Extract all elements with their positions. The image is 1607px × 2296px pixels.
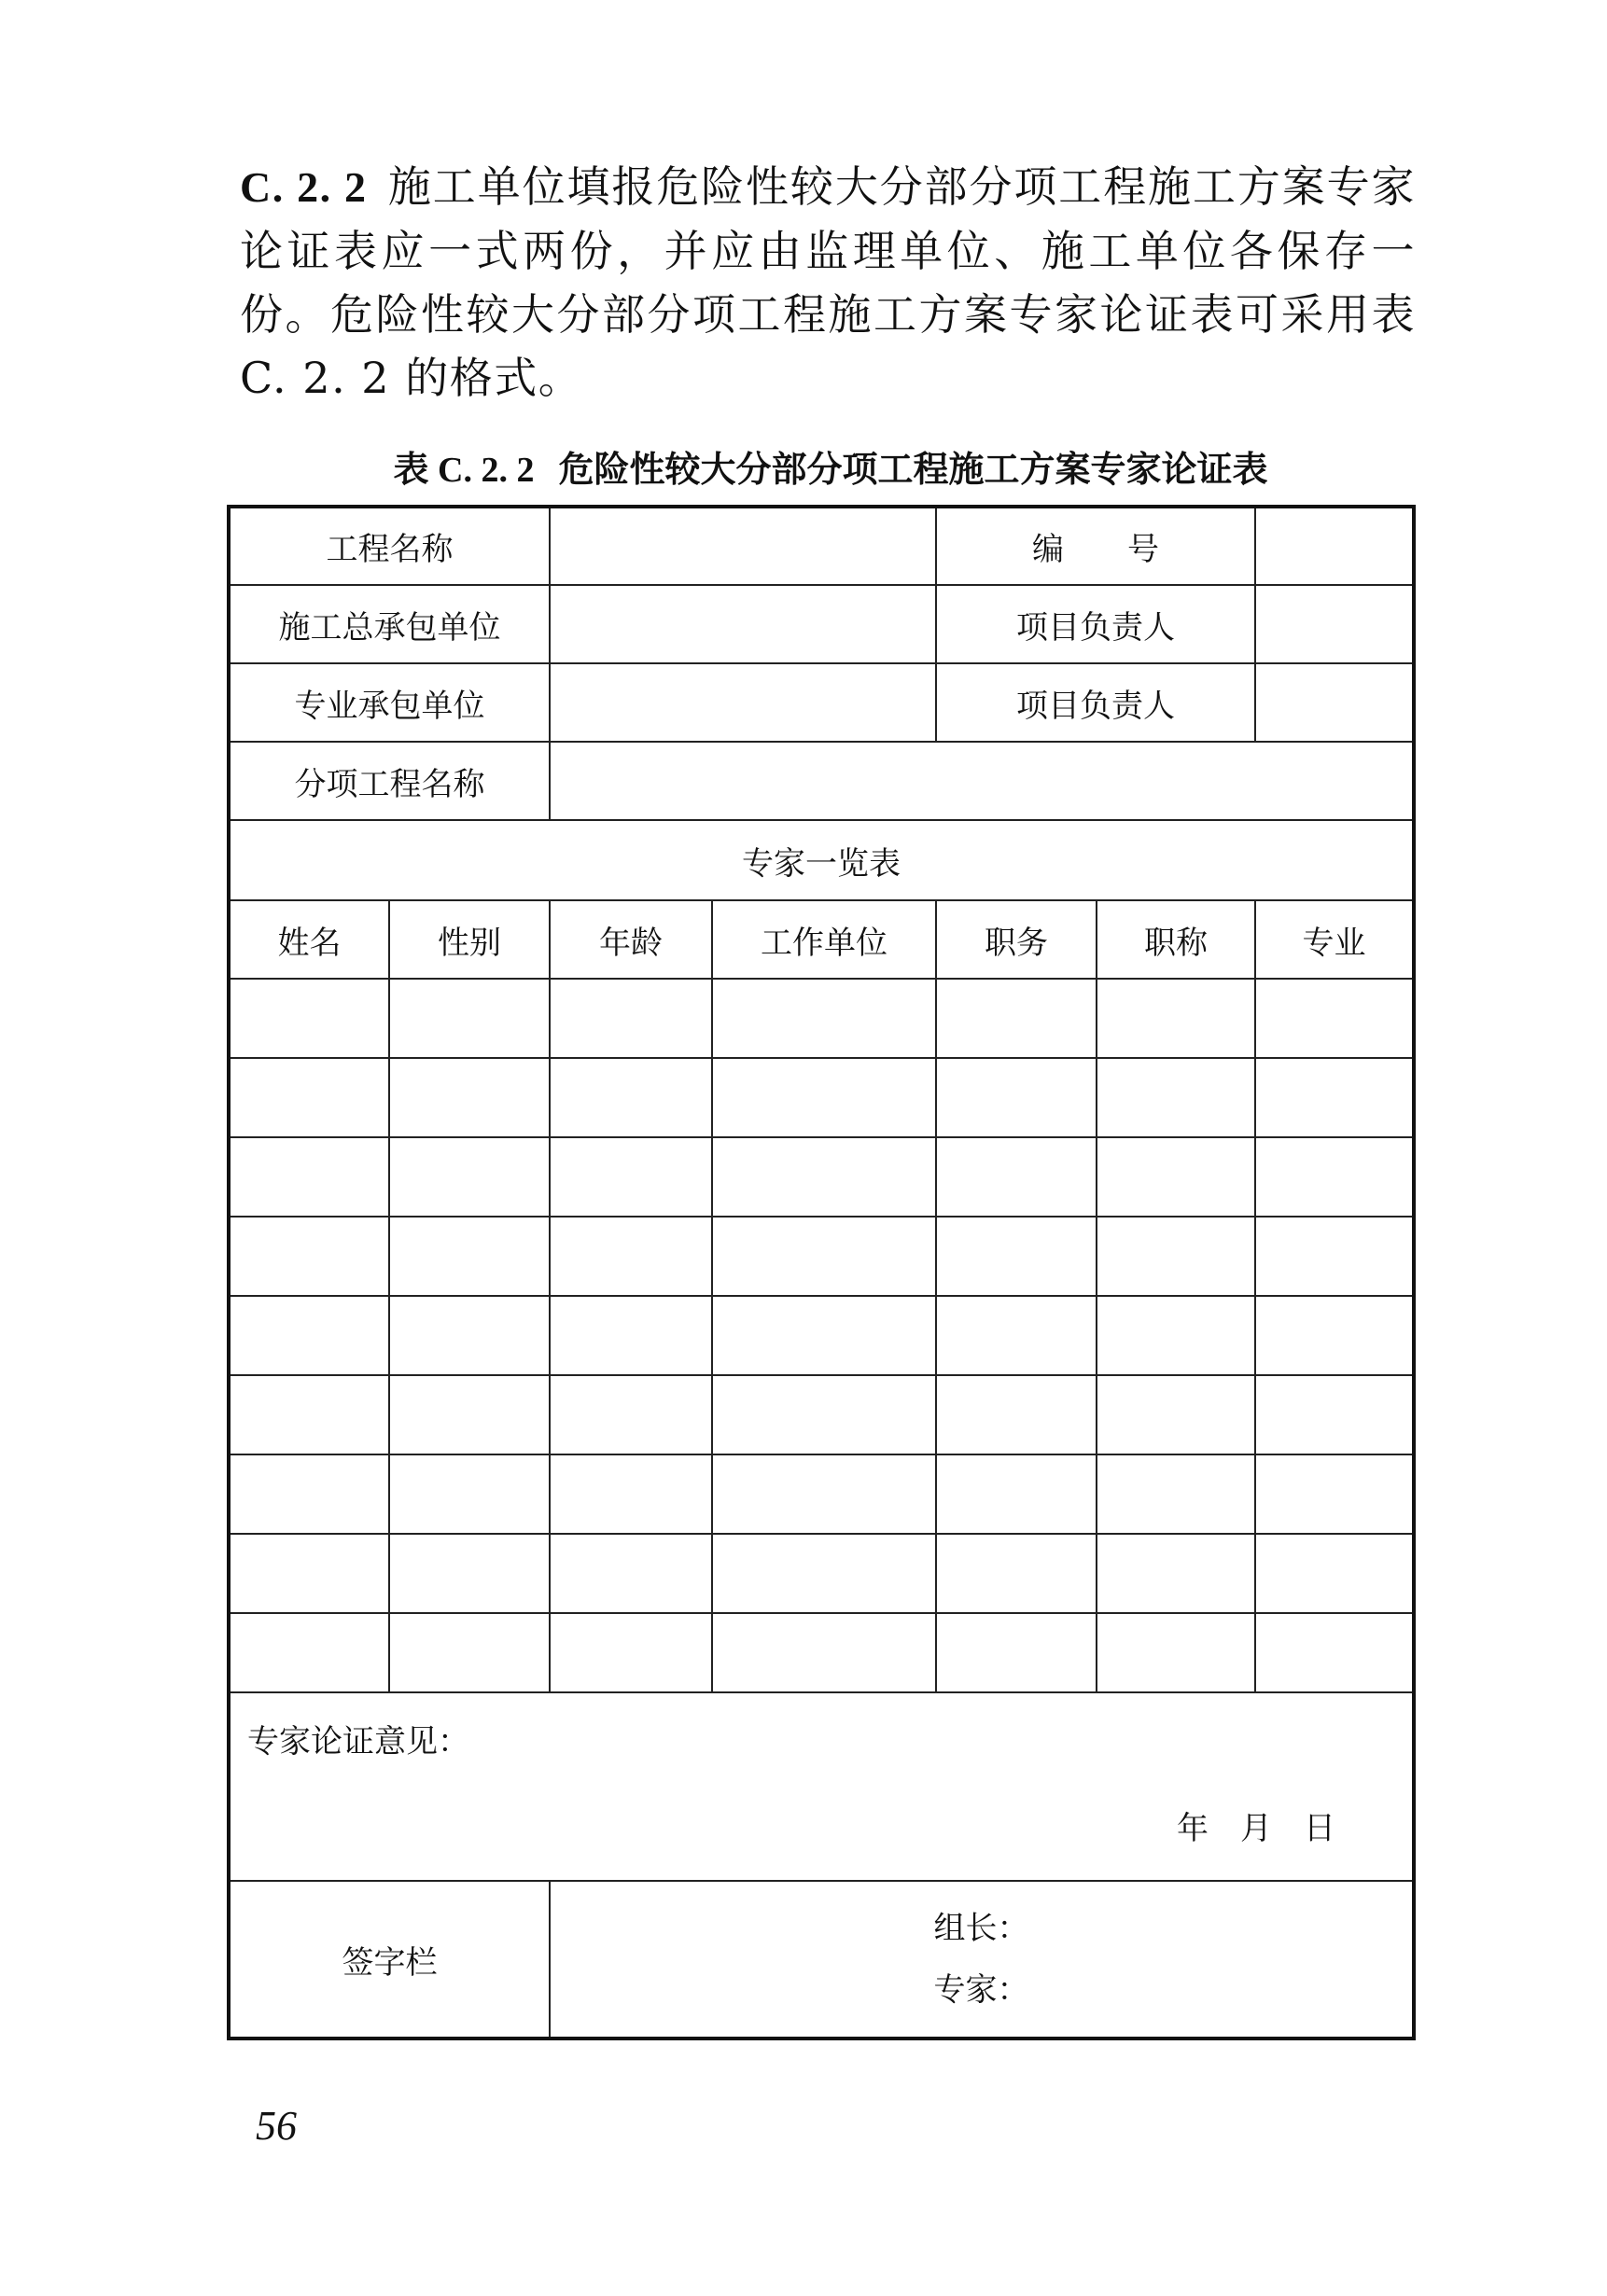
project-manager-cell[interactable] (1255, 585, 1414, 663)
expert-row (229, 979, 1414, 1058)
team-leader-label: 组长： (933, 1910, 1029, 1947)
expert-cell[interactable] (389, 1137, 550, 1217)
expert-row (229, 1137, 1414, 1217)
expert-cell[interactable] (712, 1296, 936, 1375)
expert-row (229, 1375, 1414, 1454)
expert-cell[interactable] (1255, 1454, 1414, 1534)
expert-cell[interactable] (229, 1296, 389, 1375)
project-manager-label-2: 项目负责人 (936, 663, 1255, 742)
expert-cell[interactable] (389, 1375, 550, 1454)
expert-cell[interactable] (712, 1534, 936, 1613)
expert-row (229, 1454, 1414, 1534)
expert-cell[interactable] (1255, 1217, 1414, 1296)
expert-cell[interactable] (389, 979, 550, 1058)
project-manager-cell-2[interactable] (1255, 663, 1414, 742)
expert-row (229, 1217, 1414, 1296)
expert-cell[interactable] (936, 1375, 1097, 1454)
expert-cell[interactable] (229, 1454, 389, 1534)
expert-cell[interactable] (1097, 1613, 1255, 1692)
signature-cell[interactable] (550, 1881, 1414, 2039)
expert-row (229, 1534, 1414, 1613)
expert-cell[interactable] (229, 1534, 389, 1613)
expert-cell[interactable] (229, 1137, 389, 1217)
expert-cell[interactable] (389, 1534, 550, 1613)
expert-list-title-row (229, 820, 1414, 900)
specialty-contractor-row (229, 663, 1414, 742)
expert-cell[interactable] (229, 1375, 389, 1454)
expert-opinion-cell[interactable] (229, 1692, 1414, 1881)
expert-cell[interactable] (936, 1534, 1097, 1613)
expert-cell[interactable] (389, 1217, 550, 1296)
clause-number: C. 2. 2 (240, 163, 368, 211)
intro-paragraph (240, 155, 1416, 410)
expert-cell[interactable] (1097, 1375, 1255, 1454)
column-header-title: 职称 (1097, 900, 1255, 979)
expert-cell[interactable] (1255, 1296, 1414, 1375)
expert-cell[interactable] (936, 1058, 1097, 1137)
table-number: 表 C. 2. 2 (393, 451, 535, 490)
expert-cell[interactable] (936, 1137, 1097, 1217)
expert-signature-label: 专家： (933, 1971, 1029, 2009)
expert-cell[interactable] (1097, 1137, 1255, 1217)
expert-cell[interactable] (550, 1296, 712, 1375)
table-title: 危险性较大分部分项工程施工方案专家论证表 (558, 449, 1268, 490)
expert-cell[interactable] (550, 1058, 712, 1137)
expert-cell[interactable] (1255, 1137, 1414, 1217)
expert-list-title: 专家一览表 (229, 820, 1414, 900)
general-contractor-row (229, 585, 1414, 663)
column-header-age: 年龄 (550, 900, 712, 979)
column-header-position: 职务 (936, 900, 1097, 979)
expert-cell[interactable] (389, 1058, 550, 1137)
expert-cell[interactable] (712, 979, 936, 1058)
subproject-name-cell[interactable] (550, 742, 1414, 820)
expert-cell[interactable] (1255, 1058, 1414, 1137)
expert-cell[interactable] (1097, 1534, 1255, 1613)
expert-cell[interactable] (389, 1613, 550, 1692)
expert-cell[interactable] (936, 1613, 1097, 1692)
expert-cell[interactable] (389, 1454, 550, 1534)
expert-cell[interactable] (550, 1534, 712, 1613)
serial-no-label: 编 号 (936, 507, 1255, 585)
expert-row (229, 1296, 1414, 1375)
clause-text: 施工单位填报危险性较大分部分项工程施工方案专家论证表应一式两份，并应由监理单位、施工单位各保存一份。危险性较大分部分项工程施工方案专家论证表可采用表 C. 2. 2 的格式。 (240, 161, 1416, 403)
expert-cell[interactable] (936, 1296, 1097, 1375)
expert-opinion-label: 专家论证意见： (247, 1723, 469, 1760)
expert-cell[interactable] (936, 979, 1097, 1058)
expert-cell[interactable] (550, 979, 712, 1058)
specialty-contractor-label: 专业承包单位 (229, 663, 550, 742)
project-name-row (229, 507, 1414, 585)
expert-cell[interactable] (1255, 1613, 1414, 1692)
expert-cell[interactable] (712, 1137, 936, 1217)
project-manager-label: 项目负责人 (936, 585, 1255, 663)
expert-row (229, 1613, 1414, 1692)
expert-cell[interactable] (229, 1613, 389, 1692)
serial-no-cell[interactable] (1255, 507, 1414, 585)
column-header-employer: 工作单位 (712, 900, 936, 979)
project-name-cell[interactable] (550, 507, 936, 585)
expert-cell[interactable] (550, 1137, 712, 1217)
expert-row (229, 1058, 1414, 1137)
subproject-name-row (229, 742, 1414, 820)
expert-cell[interactable] (1097, 1217, 1255, 1296)
expert-cell[interactable] (1255, 979, 1414, 1058)
page-number: 56 (256, 2103, 297, 2149)
subproject-name-label: 分项工程名称 (229, 742, 550, 820)
expert-cell[interactable] (229, 979, 389, 1058)
expert-cell[interactable] (1097, 979, 1255, 1058)
expert-cell[interactable] (712, 1058, 936, 1137)
expert-cell[interactable] (550, 1217, 712, 1296)
expert-cell[interactable] (1097, 1454, 1255, 1534)
expert-cell[interactable] (712, 1454, 936, 1534)
expert-cell[interactable] (229, 1217, 389, 1296)
expert-cell[interactable] (712, 1375, 936, 1454)
general-contractor-label: 施工总承包单位 (229, 585, 550, 663)
expert-cell[interactable] (389, 1296, 550, 1375)
expert-cell[interactable] (550, 1375, 712, 1454)
expert-cell[interactable] (1097, 1296, 1255, 1375)
expert-cell[interactable] (1255, 1534, 1414, 1613)
table-caption (243, 440, 1418, 492)
expert-cell[interactable] (712, 1613, 936, 1692)
project-name-label: 工程名称 (229, 507, 550, 585)
expert-cell[interactable] (1097, 1058, 1255, 1137)
expert-cell[interactable] (712, 1217, 936, 1296)
column-header-gender: 性别 (389, 900, 550, 979)
specialty-contractor-cell[interactable] (550, 663, 936, 742)
expert-cell[interactable] (936, 1454, 1097, 1534)
date-label: 年月日 (1177, 1810, 1367, 1847)
expert-cell[interactable] (550, 1613, 712, 1692)
expert-cell[interactable] (936, 1217, 1097, 1296)
expert-review-form (227, 505, 1416, 2040)
general-contractor-cell[interactable] (550, 585, 936, 663)
expert-list-header (229, 900, 1414, 979)
expert-cell[interactable] (1255, 1375, 1414, 1454)
column-header-specialty: 专业 (1255, 900, 1414, 979)
expert-cell[interactable] (550, 1454, 712, 1534)
signature-row (229, 1881, 1414, 2039)
expert-cell[interactable] (229, 1058, 389, 1137)
column-header-name: 姓名 (229, 900, 389, 979)
signature-label: 签字栏 (229, 1881, 550, 2039)
opinion-row (229, 1692, 1414, 1881)
